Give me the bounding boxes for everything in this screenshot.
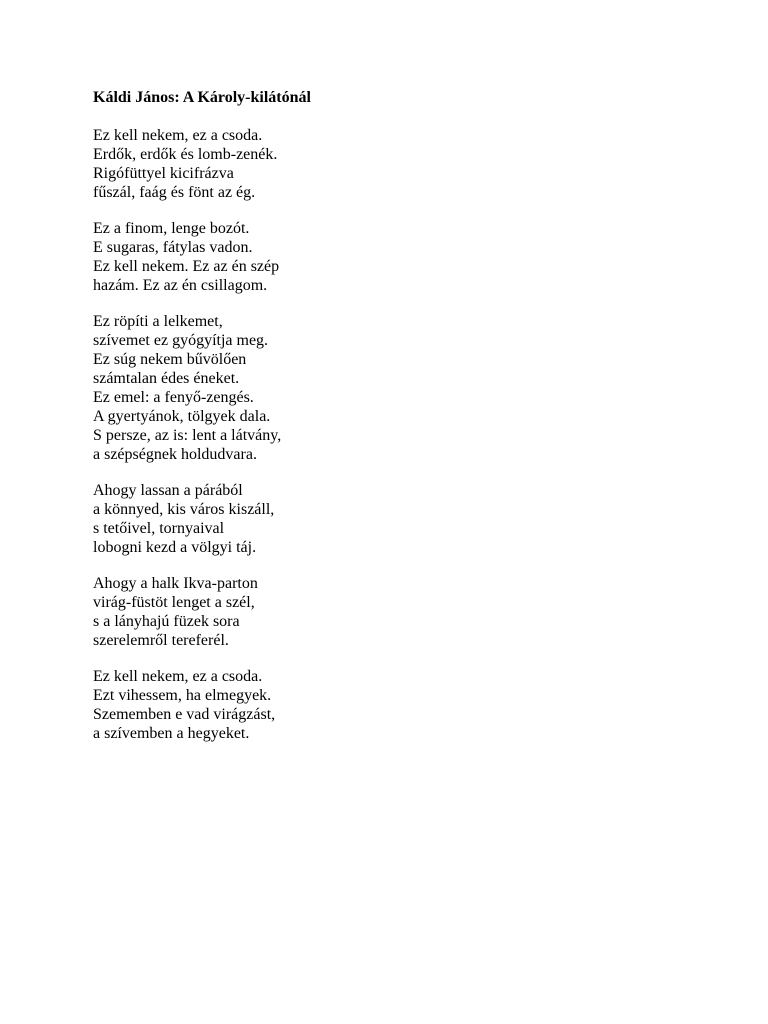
poem-line: Ahogy a halk Ikva-parton: [93, 575, 258, 592]
poem-line: Szememben e vad virágzást,: [93, 706, 276, 723]
poem-line: S persze, az is: lent a látvány,: [93, 427, 282, 444]
poem-line: a szívemben a hegyeket.: [93, 725, 250, 742]
poem-line: Ez súg nekem bűvölően: [93, 351, 247, 368]
poem-line: a szépségnek holdudvara.: [93, 446, 257, 463]
poem-line: fűszál, faág és fönt az ég.: [93, 184, 256, 201]
stanza: [93, 312, 693, 464]
poem-line: A gyertyánok, tölgyek dala.: [93, 408, 271, 425]
poem-line: számtalan édes éneket.: [93, 370, 240, 387]
poem-line: szerelemről tereferél.: [93, 632, 229, 649]
poem-line: virág-füstöt lenget a szél,: [93, 594, 255, 611]
poem-line: Rigófüttyel kicifrázva: [93, 165, 234, 182]
poem-line: s a lányhajú füzek sora: [93, 613, 240, 630]
poem-title: Káldi János: A Károly-kilátónál: [93, 89, 311, 106]
stanza: [93, 667, 693, 743]
poem-line: E sugaras, fátylas vadon.: [93, 239, 253, 256]
poem-line: a könnyed, kis város kiszáll,: [93, 501, 275, 518]
poem-line: Ezt vihessem, ha elmegyek.: [93, 687, 272, 704]
poem-line: Ez kell nekem. Ez az én szép: [93, 258, 280, 275]
poem-line: lobogni kezd a völgyi táj.: [93, 539, 257, 556]
stanza-list: [93, 126, 693, 743]
poem-line: szívemet ez gyógyítja meg.: [93, 332, 269, 349]
poem-line: s tetőivel, tornyaival: [93, 520, 225, 537]
poem-line: Ez a finom, lenge bozót.: [93, 220, 250, 237]
poem-line: Ez kell nekem, ez a csoda.: [93, 668, 263, 685]
stanza: [93, 219, 693, 295]
poem: [93, 88, 693, 760]
poem-line: Ez röpíti a lelkemet,: [93, 313, 223, 330]
poem-line: Ez emel: a fenyő-zengés.: [93, 389, 254, 406]
poem-line: hazám. Ez az én csillagom.: [93, 277, 268, 294]
poem-line: Erdők, erdők és lomb-zenék.: [93, 146, 278, 163]
poem-line: Ahogy lassan a párából: [93, 482, 243, 499]
stanza: [93, 481, 693, 557]
stanza: [93, 574, 693, 650]
poem-line: Ez kell nekem, ez a csoda.: [93, 127, 263, 144]
stanza: [93, 126, 693, 202]
